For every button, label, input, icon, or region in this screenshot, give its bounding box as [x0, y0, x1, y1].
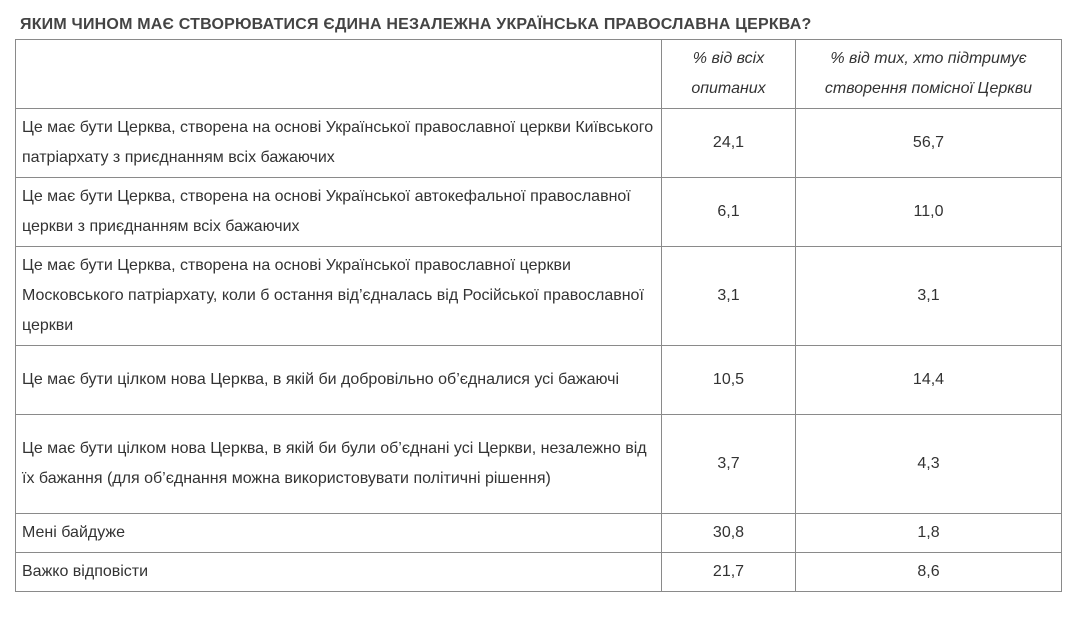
cell-all-respondents: 3,7 — [662, 415, 796, 514]
row-label: Це має бути Церква, створена на основі Української православної церкви Московського патріархату, коли б остання від’єдналась від Російської православної церкви — [16, 247, 662, 346]
cell-all-respondents: 30,8 — [662, 514, 796, 553]
table-title: ЯКИМ ЧИНОМ МАЄ СТВОРЮВАТИСЯ ЄДИНА НЕЗАЛЕЖНА УКРАЇНСЬКА ПРАВОСЛАВНА ЦЕРКВА? — [20, 16, 812, 33]
cell-supporters: 11,0 — [796, 178, 1062, 247]
cell-supporters: 8,6 — [796, 553, 1062, 592]
cell-all-respondents: 21,7 — [662, 553, 796, 592]
cell-all-respondents: 6,1 — [662, 178, 796, 247]
row-label: Це має бути Церква, створена на основі Української православної церкви Київського патріархату з приєднанням всіх бажаючих — [16, 109, 662, 178]
header-cell-supporters: % від тих, хто підтримує створення помісної Церкви — [796, 40, 1062, 109]
cell-supporters: 3,1 — [796, 247, 1062, 346]
row-label: Це має бути Церква, створена на основі Української автокефальної православної церкви з приєднанням всіх бажаючих — [16, 178, 662, 247]
cell-all-respondents: 3,1 — [662, 247, 796, 346]
row-label: Це має бути цілком нова Церква, в якій би були об’єднані усі Церкви, незалежно від їх бажання (для об’єднання можна використовувати політичні рішення) — [16, 415, 662, 514]
table-row — [16, 346, 1062, 415]
cell-supporters: 1,8 — [796, 514, 1062, 553]
cell-supporters: 14,4 — [796, 346, 1062, 415]
cell-all-respondents: 10,5 — [662, 346, 796, 415]
header-cell-all-respondents: % від всіх опитаних — [662, 40, 796, 109]
cell-supporters: 56,7 — [796, 109, 1062, 178]
row-label: Це має бути цілком нова Церква, в якій би добровільно об’єдналися усі бажаючі — [16, 346, 662, 415]
table-row — [16, 553, 1062, 592]
survey-table — [15, 39, 1062, 592]
row-label: Мені байдуже — [16, 514, 662, 553]
table-row — [16, 415, 1062, 514]
header-cell-empty — [16, 40, 662, 109]
table-row — [16, 178, 1062, 247]
cell-all-respondents: 24,1 — [662, 109, 796, 178]
cell-supporters: 4,3 — [796, 415, 1062, 514]
table-row — [16, 109, 1062, 178]
table-row — [16, 514, 1062, 553]
table-header-row — [16, 40, 1062, 109]
table-row — [16, 247, 1062, 346]
row-label: Важко відповісти — [16, 553, 662, 592]
